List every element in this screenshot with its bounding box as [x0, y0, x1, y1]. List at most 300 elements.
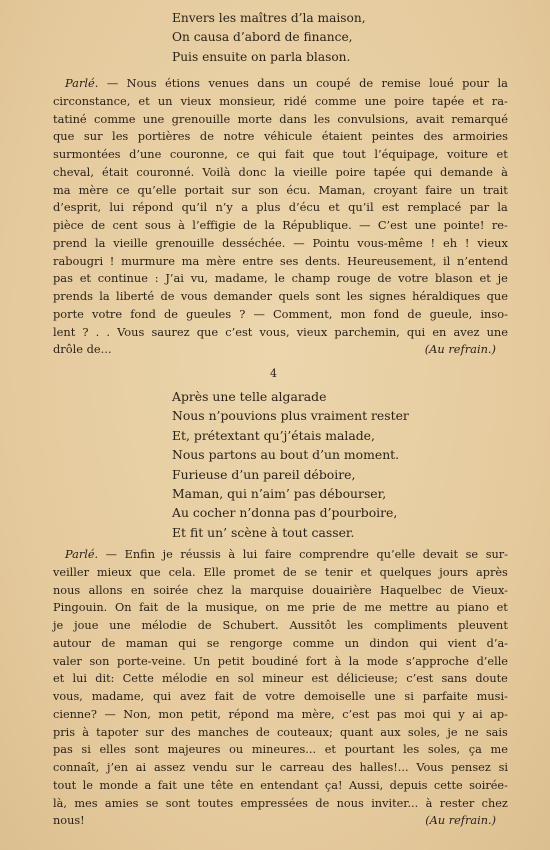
text-line — [53, 199, 508, 217]
word: son — [89, 654, 110, 668]
word: de — [91, 218, 106, 232]
verse-line: Au cocher n’donna pas d’pourboire, — [172, 505, 398, 521]
word: en — [432, 324, 447, 339]
word: vieille — [292, 164, 328, 179]
word: mère — [205, 253, 236, 268]
word: parfaite — [422, 690, 468, 703]
verse-line: Maman, qui n’aim’ pas débourser, — [172, 485, 387, 501]
word: connaît, — [53, 761, 100, 774]
word: vous, — [259, 324, 290, 339]
word: plus — [256, 200, 281, 215]
word: qu’elle — [376, 548, 416, 561]
word: ce — [236, 147, 250, 161]
word: Vieux- — [472, 583, 508, 597]
word: Vous — [416, 761, 444, 774]
word: trait — [482, 182, 508, 197]
word: mon — [158, 707, 184, 721]
word: entre — [242, 253, 274, 268]
word: qu’il — [181, 200, 208, 215]
word: se — [465, 548, 479, 561]
word: Pingouin. — [53, 601, 108, 615]
text-line — [53, 324, 508, 342]
verse-line: Nous partons au bout d’un moment. — [172, 447, 400, 463]
word: rouge — [336, 271, 371, 286]
word: mieux — [96, 565, 132, 579]
word: de — [407, 306, 422, 321]
word: répond — [132, 200, 174, 215]
word: venues — [208, 76, 249, 90]
word: c’est — [406, 672, 434, 686]
word: Nous — [126, 76, 157, 90]
word: fond — [130, 306, 156, 321]
word: qui — [419, 636, 438, 650]
word: empressées — [240, 796, 308, 810]
word: soles, — [427, 743, 461, 757]
word: c’est — [342, 707, 370, 721]
word: si — [404, 690, 414, 703]
word: petit, — [190, 707, 221, 721]
word: me — [287, 601, 305, 615]
word: une — [364, 93, 387, 108]
word: ! — [109, 253, 115, 268]
word: les — [313, 111, 331, 126]
word: ça — [468, 743, 482, 757]
word: chez — [196, 583, 223, 597]
word: comme — [292, 636, 335, 650]
text-line — [53, 653, 508, 671]
word: sur — [83, 129, 103, 144]
word: fort — [305, 654, 327, 668]
word: comme — [93, 111, 136, 126]
word: aux — [380, 725, 401, 739]
word: pleuvent — [458, 619, 508, 632]
verse-line: Et, prétextant qu’j’étais malade, — [172, 427, 375, 443]
word: demoiselle — [303, 690, 366, 703]
word: gueule, — [429, 306, 473, 321]
word: de — [377, 271, 392, 286]
word: si — [498, 761, 508, 774]
word: je — [53, 619, 64, 632]
word: parchemin, — [334, 324, 400, 339]
word: prie — [312, 601, 336, 615]
word: On — [114, 601, 132, 615]
word: d’esprit, — [53, 200, 102, 215]
text-line — [53, 617, 508, 635]
word: vous-même — [357, 235, 423, 250]
word: champ — [291, 271, 331, 286]
word: rabougri — [53, 253, 104, 268]
verse-2 — [172, 387, 409, 542]
word: dit: — [95, 672, 115, 686]
word: sont — [134, 743, 159, 757]
word: demande — [440, 164, 494, 179]
word: mélodie — [141, 619, 187, 632]
word: pris — [53, 725, 76, 739]
text-line — [53, 111, 508, 129]
word: la — [99, 289, 110, 303]
word: doute — [475, 672, 508, 686]
word: le — [82, 778, 93, 792]
word: halles!... — [359, 761, 409, 774]
text-line — [53, 546, 508, 564]
word: n’y — [215, 200, 233, 215]
word: avez — [179, 690, 206, 703]
word: là, — [53, 796, 67, 810]
word: de — [165, 601, 180, 615]
word: l’effigie — [192, 218, 236, 232]
word: rester — [439, 796, 475, 810]
text-line — [53, 582, 508, 600]
word: loué — [429, 76, 454, 90]
word: chez — [481, 796, 508, 810]
word: monde — [99, 778, 139, 792]
word: de — [255, 725, 270, 739]
text-line — [53, 288, 508, 306]
word: tatiné — [53, 111, 87, 126]
word: Enfin — [124, 548, 155, 561]
word: lui — [72, 672, 87, 686]
word: mineur — [262, 672, 304, 686]
text-line — [53, 75, 508, 93]
parle-label: Parlé. — [65, 76, 99, 90]
word: n’entend — [457, 253, 508, 268]
text-line — [53, 270, 508, 288]
verse-line: On causa d’abord de finance, — [172, 30, 353, 45]
text-line — [53, 182, 508, 200]
word: tapoter — [96, 725, 139, 739]
text-line — [53, 341, 508, 359]
word: de — [101, 636, 116, 650]
word: étaient — [321, 129, 363, 144]
word: et — [360, 565, 372, 579]
word: cette — [433, 778, 463, 792]
word: poire — [335, 164, 366, 179]
word: à — [228, 548, 236, 561]
word: pas — [376, 707, 397, 721]
word: — — [253, 306, 265, 321]
word: d’écu — [288, 200, 321, 215]
word: ai — [472, 707, 483, 721]
word: grenouille — [155, 235, 215, 250]
word: sur — [235, 761, 254, 774]
word: faire — [425, 182, 453, 197]
word: à — [425, 796, 433, 810]
word: de — [282, 565, 297, 579]
word: maman — [125, 636, 168, 650]
word: valer — [53, 654, 82, 668]
word: sont — [165, 796, 191, 810]
word: les — [346, 289, 363, 303]
word: monsieur, — [219, 93, 276, 108]
text-line — [53, 306, 508, 324]
word: tapée — [373, 164, 406, 179]
word: République. — [282, 218, 352, 232]
word: je — [497, 271, 508, 286]
word: ai — [135, 761, 147, 774]
word: ma — [53, 182, 71, 197]
word: le — [274, 271, 285, 286]
word: peintes — [371, 129, 414, 144]
word: la — [264, 218, 275, 232]
word: assez — [153, 761, 185, 774]
refrain-note: (Au refrain.) — [425, 814, 496, 828]
word: mettre — [389, 601, 428, 615]
word: signes — [369, 289, 406, 303]
word: couronne, — [169, 147, 228, 161]
word: ses — [279, 253, 299, 268]
word: en — [239, 778, 254, 792]
text-line — [53, 724, 508, 742]
word: et — [496, 147, 508, 161]
word: et — [328, 200, 340, 215]
word: qui — [406, 324, 426, 339]
word: ra- — [491, 93, 508, 108]
word: l’équipage, — [374, 147, 439, 161]
word: ma — [181, 253, 200, 268]
word: musique, — [205, 601, 258, 615]
word: votre — [92, 306, 123, 321]
word: que — [196, 324, 219, 339]
word: qui — [178, 636, 197, 650]
word: dents. — [305, 253, 341, 268]
word: quant — [340, 725, 374, 739]
word: coupé — [316, 76, 351, 90]
word: la — [187, 601, 198, 615]
word: fait — [284, 147, 305, 161]
word: . — [95, 324, 100, 339]
word: couteaux; — [276, 725, 333, 739]
spacer — [112, 341, 425, 359]
word: murmure — [121, 253, 175, 268]
word: pensez — [451, 761, 491, 774]
word: mère, — [301, 707, 335, 721]
word: sur — [231, 182, 251, 197]
word: joue — [74, 619, 99, 632]
word: cela. — [168, 565, 196, 579]
word: manches — [197, 725, 249, 739]
word: qui — [258, 147, 277, 161]
word: en — [130, 583, 145, 597]
word: carreau — [279, 761, 325, 774]
word: de — [315, 796, 330, 810]
word: porte — [53, 306, 84, 321]
word: sur- — [485, 548, 508, 561]
word: majeures — [167, 743, 221, 757]
word: qui — [152, 690, 172, 703]
word: Non, — [123, 707, 151, 721]
word: Heureusement, — [347, 253, 437, 268]
word: petit — [217, 654, 245, 668]
verse-line: Envers les maîtres d’la maison, — [172, 11, 366, 25]
word: délicieuse; — [336, 672, 399, 686]
word: remplacé — [407, 200, 462, 215]
word: vous — [180, 289, 208, 303]
word: le — [261, 761, 272, 774]
word: à — [178, 218, 185, 232]
word: fait — [214, 690, 234, 703]
word: une — [142, 111, 165, 126]
word: il — [443, 253, 451, 268]
word: tout — [342, 147, 366, 161]
text-line — [53, 706, 508, 724]
verse-line: Puis ensuite on parla blason. — [172, 49, 351, 64]
word: a — [241, 200, 248, 215]
word: tenir — [325, 565, 353, 579]
word: Aussi, — [348, 778, 384, 792]
word: prends — [53, 289, 93, 303]
word: fait — [157, 778, 177, 792]
word: Elle — [203, 565, 226, 579]
word: ap- — [490, 707, 508, 721]
text-line — [53, 812, 508, 830]
word: pointe! — [443, 218, 485, 232]
word: que — [486, 289, 508, 303]
word: musi- — [476, 690, 508, 703]
word: C’est — [377, 218, 408, 232]
word: voiture — [446, 147, 488, 161]
word: qu’elle — [137, 182, 177, 197]
word: portait — [184, 182, 224, 197]
word: couronné. — [136, 164, 195, 179]
word: inviter... — [371, 796, 419, 810]
word: de — [450, 583, 464, 597]
word: mon — [340, 306, 366, 321]
word: y — [458, 707, 465, 721]
word: liberté — [116, 289, 155, 303]
word: et — [79, 271, 92, 286]
word: vieille — [113, 235, 148, 250]
word: nous — [336, 796, 364, 810]
word: un — [157, 93, 173, 108]
word: son — [258, 182, 279, 197]
word: piano — [457, 601, 489, 615]
word: à — [501, 164, 508, 179]
word: donc — [238, 164, 267, 179]
word: Comment, — [272, 306, 333, 321]
word: de — [243, 218, 258, 232]
word: sol — [237, 672, 254, 686]
word: ou — [229, 743, 244, 757]
text-line — [53, 128, 508, 146]
word: marquise — [250, 583, 304, 597]
word: et — [496, 601, 508, 615]
word: tête — [210, 778, 234, 792]
text-line — [53, 759, 508, 777]
word: sur — [145, 725, 164, 739]
word: une — [374, 690, 396, 703]
word: tapée — [432, 93, 465, 108]
word: des — [170, 725, 191, 739]
word: de — [359, 76, 374, 90]
word: vu, — [190, 271, 209, 286]
word: croyant — [373, 182, 418, 197]
text-line — [53, 670, 508, 688]
word: votre — [398, 271, 429, 286]
parle-paragraph-1 — [53, 75, 508, 359]
word: de... — [86, 342, 112, 357]
word: vieux — [296, 324, 328, 339]
word: dans — [279, 111, 307, 126]
word: la — [348, 654, 360, 668]
word: et — [324, 743, 336, 757]
word: notre — [223, 129, 255, 144]
word: nous! — [53, 814, 85, 828]
word: compliments — [373, 619, 448, 632]
word: fond — [373, 306, 400, 321]
word: promet — [233, 565, 275, 579]
word: au — [435, 601, 450, 615]
word: madame, — [91, 690, 145, 703]
word: quels — [278, 289, 310, 303]
word: ! — [430, 235, 436, 250]
stanza-number: 4 — [270, 367, 277, 380]
word: Aussitôt — [289, 619, 337, 632]
word: les — [112, 129, 129, 144]
parle-paragraph-2 — [53, 546, 508, 830]
word: sais — [485, 725, 508, 739]
word: entendant — [260, 778, 319, 792]
verse-1 — [172, 9, 366, 67]
word: — — [293, 235, 305, 250]
word: vient — [447, 636, 477, 650]
word: a — [144, 778, 152, 792]
word: douairière — [312, 583, 372, 597]
spacer — [85, 812, 426, 830]
text-line — [53, 777, 508, 795]
word: des — [423, 129, 444, 144]
word: vieux — [180, 93, 212, 108]
word: devait — [422, 548, 458, 561]
word: était — [102, 164, 129, 179]
word: les — [346, 619, 364, 632]
word: et — [479, 271, 491, 286]
word: de — [164, 306, 179, 321]
word: ridé — [283, 93, 307, 108]
word: gueules — [186, 306, 232, 321]
word: mode — [366, 654, 399, 668]
word: un — [460, 182, 475, 197]
word: je — [447, 725, 458, 739]
word: Cette — [122, 672, 154, 686]
word: mélodie — [162, 672, 208, 686]
word: à — [82, 725, 89, 739]
text-line — [53, 741, 508, 759]
word: pour — [462, 76, 490, 90]
word: amies — [104, 796, 139, 810]
word: armoiries — [452, 129, 508, 144]
word: — — [359, 218, 371, 232]
word: c’est — [225, 324, 253, 339]
word: de — [197, 619, 212, 632]
word: drôle — [53, 342, 87, 357]
word: grenouille — [171, 111, 231, 126]
word: dindon — [369, 636, 409, 650]
word: de — [342, 601, 357, 615]
word: ? — [239, 306, 246, 321]
word: avez — [453, 324, 480, 339]
word: moi — [403, 707, 426, 721]
word: avait — [415, 111, 445, 126]
word: faire — [264, 548, 292, 561]
text-line — [53, 146, 508, 164]
verse-line: Nous n’pouvions plus vraiment rester — [172, 408, 409, 424]
word: des — [332, 761, 352, 774]
word: eh — [442, 235, 458, 250]
word: poire — [394, 93, 425, 108]
word: . — [106, 324, 110, 339]
word: madame, — [214, 271, 268, 286]
text-line — [53, 795, 508, 813]
